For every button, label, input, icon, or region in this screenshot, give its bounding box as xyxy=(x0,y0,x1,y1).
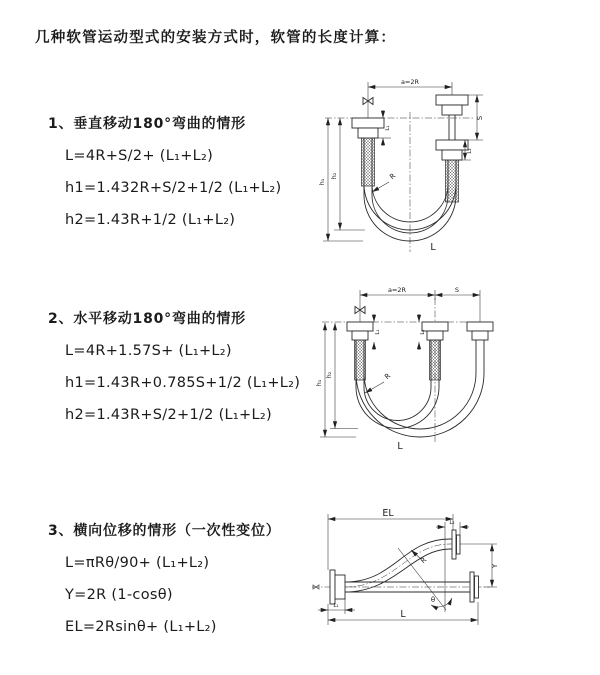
diagram-lateral-displacement xyxy=(300,492,600,651)
braid-sections xyxy=(355,340,441,380)
diagram-vertical-180-bend xyxy=(305,72,600,261)
hose-u-bends xyxy=(356,340,484,437)
formula-y: Y=2R (1-cosθ) xyxy=(65,587,173,603)
formula-length: L=4R+1.57S+ (L₁+L₂) xyxy=(65,343,232,359)
label-length: L xyxy=(430,242,436,253)
dimension-labels xyxy=(333,508,499,620)
diagram-horizontal-180-bend xyxy=(300,280,600,459)
section-heading: 1、垂直移动180°弯曲的情形 xyxy=(48,116,246,132)
section-vertical-movement xyxy=(48,113,281,236)
label-length: L xyxy=(400,609,406,620)
label-h2: h₂ xyxy=(330,172,338,180)
label-stroke-s: S xyxy=(454,286,460,294)
section-heading: 2、水平移动180°弯曲的情形 xyxy=(48,311,246,327)
label-radius: R xyxy=(388,171,398,182)
label-el: EL xyxy=(382,508,394,519)
label-span: a=2R xyxy=(400,78,420,86)
dimension-lines xyxy=(318,514,497,625)
label-l2: L₂ xyxy=(467,148,473,154)
formula-h1: h1=1.432R+S/2+1/2 (L₁+L₂) xyxy=(65,180,282,196)
hose-s-curve xyxy=(345,539,452,592)
formula-h2: h2=1.43R+S/2+1/2 (L₁+L₂) xyxy=(65,407,272,423)
label-length: L xyxy=(397,441,403,452)
label-stroke-s: S xyxy=(476,115,484,121)
flanges xyxy=(330,530,479,604)
label-radius: R xyxy=(383,371,393,382)
label-radius: R xyxy=(419,555,429,566)
formula-h2: h2=1.43R+1/2 (L₁+L₂) xyxy=(65,212,236,228)
formula-h1: h1=1.43R+0.785S+1/2 (L₁+L₂) xyxy=(65,375,301,391)
label-l1: L₁ xyxy=(333,603,339,609)
section-horizontal-movement xyxy=(48,308,300,431)
label-h1: h₁ xyxy=(315,379,323,387)
page-title: 几种软管运动型式的安装方式时，软管的长度计算： xyxy=(35,30,397,46)
label-theta: θ xyxy=(430,596,436,604)
label-l2: L₂ xyxy=(449,520,455,526)
label-l1: L₁ xyxy=(385,125,391,131)
label-h1: h₁ xyxy=(318,178,326,186)
formula-el: EL=2Rsinθ+ (L₁+L₂) xyxy=(65,619,217,635)
label-l1: L₁ xyxy=(375,329,381,335)
formula-length: L=πRθ/90+ (L₁+L₂) xyxy=(65,555,210,571)
label-y: Y xyxy=(491,563,499,569)
section-heading: 3、横向位移的情形（一次性变位） xyxy=(48,523,281,539)
label-h2: h₂ xyxy=(325,371,333,379)
label-l2: L₂ xyxy=(420,329,426,335)
label-span: a=2R xyxy=(387,286,407,294)
section-lateral-displacement xyxy=(48,520,281,643)
formula-length: L=4R+S/2+ (L₁+L₂) xyxy=(65,148,214,164)
